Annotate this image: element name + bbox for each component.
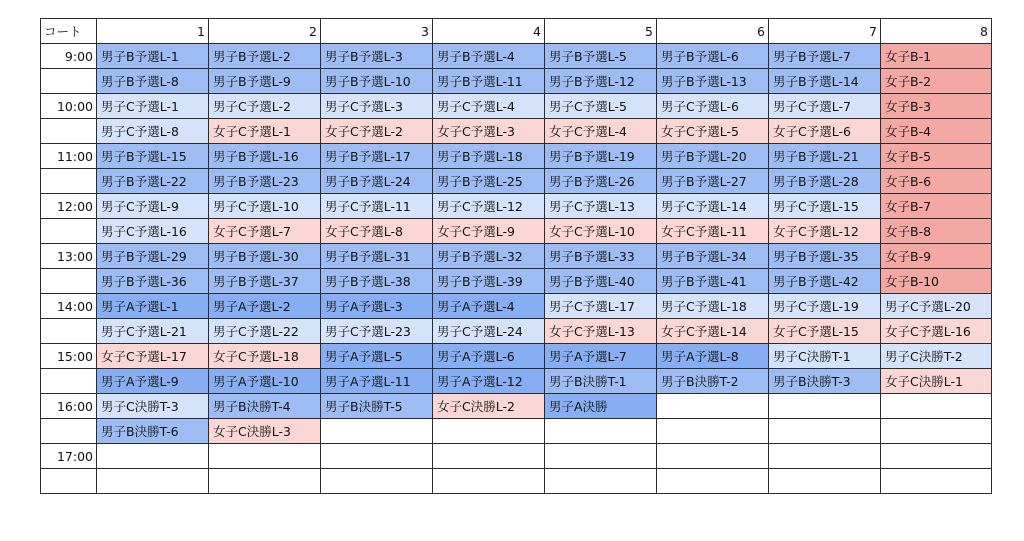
match-cell: 男子A予選L-1	[97, 294, 209, 319]
match-cell: 男子A予選L-9	[97, 369, 209, 394]
time-slot-label	[41, 169, 97, 194]
empty-cell	[769, 394, 881, 419]
match-cell: 女子C予選L-7	[209, 219, 321, 244]
schedule-row	[41, 444, 992, 469]
match-cell: 女子C予選L-4	[545, 119, 657, 144]
court-number: 3	[321, 19, 433, 44]
empty-cell	[321, 419, 433, 444]
match-cell: 男子B予選L-3	[321, 44, 433, 69]
match-cell: 男子B予選L-28	[769, 169, 881, 194]
schedule-row	[41, 119, 992, 144]
schedule-row	[41, 319, 992, 344]
header-row	[41, 19, 992, 44]
match-cell: 男子C予選L-18	[657, 294, 769, 319]
time-slot-label	[41, 269, 97, 294]
match-cell: 女子C予選L-1	[209, 119, 321, 144]
empty-cell	[433, 419, 545, 444]
schedule-row	[41, 369, 992, 394]
match-cell: 女子C予選L-2	[321, 119, 433, 144]
match-cell: 男子B予選L-10	[321, 69, 433, 94]
match-cell: 女子B-8	[881, 219, 992, 244]
match-cell: 男子B予選L-38	[321, 269, 433, 294]
empty-cell	[209, 469, 321, 494]
match-cell: 男子B予選L-9	[209, 69, 321, 94]
match-cell: 男子B決勝T-2	[657, 369, 769, 394]
schedule-row	[41, 394, 992, 419]
schedule-row	[41, 419, 992, 444]
empty-cell	[433, 444, 545, 469]
empty-cell	[881, 444, 992, 469]
match-cell: 男子A予選L-4	[433, 294, 545, 319]
time-slot-label: 11:00	[41, 144, 97, 169]
court-number: 7	[769, 19, 881, 44]
match-cell: 男子A予選L-6	[433, 344, 545, 369]
empty-cell	[657, 394, 769, 419]
time-slot-label	[41, 319, 97, 344]
match-cell: 女子C予選L-3	[433, 119, 545, 144]
match-cell: 男子B予選L-31	[321, 244, 433, 269]
match-cell: 女子C予選L-13	[545, 319, 657, 344]
time-slot-label	[41, 119, 97, 144]
time-slot-label	[41, 69, 97, 94]
match-cell: 男子C予選L-13	[545, 194, 657, 219]
match-cell: 男子B予選L-20	[657, 144, 769, 169]
match-cell: 女子C予選L-18	[209, 344, 321, 369]
time-slot-label: 12:00	[41, 194, 97, 219]
match-cell: 男子B予選L-40	[545, 269, 657, 294]
empty-cell	[209, 444, 321, 469]
match-cell: 男子A予選L-12	[433, 369, 545, 394]
match-cell: 女子C予選L-16	[881, 319, 992, 344]
match-cell: 男子B予選L-26	[545, 169, 657, 194]
match-cell: 男子B予選L-6	[657, 44, 769, 69]
time-slot-label: 17:00	[41, 444, 97, 469]
match-cell: 男子B予選L-23	[209, 169, 321, 194]
empty-cell	[545, 444, 657, 469]
empty-cell	[97, 469, 209, 494]
match-cell: 男子C予選L-1	[97, 94, 209, 119]
match-cell: 男子B決勝T-3	[769, 369, 881, 394]
match-cell: 男子B予選L-17	[321, 144, 433, 169]
match-cell: 女子C予選L-6	[769, 119, 881, 144]
match-cell: 男子A決勝	[545, 394, 657, 419]
court-number: 6	[657, 19, 769, 44]
match-cell: 男子C予選L-11	[321, 194, 433, 219]
schedule-row	[41, 94, 992, 119]
match-cell: 男子B予選L-4	[433, 44, 545, 69]
match-cell: 女子C予選L-9	[433, 219, 545, 244]
schedule-row	[41, 469, 992, 494]
match-cell: 男子B予選L-39	[433, 269, 545, 294]
match-cell: 男子B予選L-24	[321, 169, 433, 194]
match-cell: 男子C予選L-20	[881, 294, 992, 319]
match-cell: 男子C決勝T-3	[97, 394, 209, 419]
match-cell: 女子B-4	[881, 119, 992, 144]
match-cell: 男子B予選L-33	[545, 244, 657, 269]
court-header-label: コート	[41, 19, 97, 44]
schedule-row	[41, 69, 992, 94]
empty-cell	[881, 419, 992, 444]
match-cell: 男子C予選L-4	[433, 94, 545, 119]
match-cell: 男子B決勝T-4	[209, 394, 321, 419]
match-cell: 男子C決勝T-1	[769, 344, 881, 369]
match-cell: 男子C予選L-7	[769, 94, 881, 119]
match-cell: 男子B予選L-15	[97, 144, 209, 169]
match-cell: 男子A予選L-10	[209, 369, 321, 394]
match-cell: 男子C予選L-8	[97, 119, 209, 144]
match-cell: 男子B予選L-18	[433, 144, 545, 169]
match-cell: 男子B予選L-37	[209, 269, 321, 294]
match-cell: 男子B予選L-34	[657, 244, 769, 269]
match-cell: 男子B予選L-16	[209, 144, 321, 169]
time-slot-label: 9:00	[41, 44, 97, 69]
schedule-row	[41, 194, 992, 219]
court-number: 8	[881, 19, 992, 44]
match-cell: 男子A予選L-11	[321, 369, 433, 394]
court-number: 1	[97, 19, 209, 44]
match-cell: 男子A予選L-2	[209, 294, 321, 319]
match-cell: 男子B予選L-29	[97, 244, 209, 269]
time-slot-label	[41, 469, 97, 494]
match-cell: 男子A予選L-8	[657, 344, 769, 369]
match-cell: 女子B-5	[881, 144, 992, 169]
schedule-row	[41, 294, 992, 319]
empty-cell	[769, 444, 881, 469]
match-cell: 男子B予選L-7	[769, 44, 881, 69]
match-cell: 男子B予選L-42	[769, 269, 881, 294]
time-slot-label: 14:00	[41, 294, 97, 319]
empty-cell	[769, 419, 881, 444]
empty-cell	[657, 469, 769, 494]
match-cell: 男子B予選L-21	[769, 144, 881, 169]
match-cell: 男子B予選L-2	[209, 44, 321, 69]
match-cell: 男子B予選L-41	[657, 269, 769, 294]
empty-cell	[881, 394, 992, 419]
match-cell: 男子B予選L-27	[657, 169, 769, 194]
match-cell: 男子B予選L-36	[97, 269, 209, 294]
schedule-row	[41, 344, 992, 369]
match-cell: 男子B予選L-12	[545, 69, 657, 94]
match-cell: 女子C決勝L-1	[881, 369, 992, 394]
match-cell: 男子B決勝T-6	[97, 419, 209, 444]
match-cell: 女子C予選L-10	[545, 219, 657, 244]
match-cell: 男子B予選L-5	[545, 44, 657, 69]
empty-cell	[881, 469, 992, 494]
schedule-row	[41, 269, 992, 294]
match-cell: 男子B予選L-11	[433, 69, 545, 94]
match-cell: 男子B予選L-32	[433, 244, 545, 269]
match-cell: 女子B-9	[881, 244, 992, 269]
court-number: 5	[545, 19, 657, 44]
match-cell: 女子C予選L-12	[769, 219, 881, 244]
match-cell: 男子C予選L-2	[209, 94, 321, 119]
schedule-table	[40, 18, 992, 494]
match-cell: 男子C予選L-17	[545, 294, 657, 319]
match-cell: 男子B予選L-22	[97, 169, 209, 194]
match-cell: 男子B予選L-19	[545, 144, 657, 169]
court-number: 4	[433, 19, 545, 44]
match-cell: 男子C予選L-19	[769, 294, 881, 319]
court-number: 2	[209, 19, 321, 44]
match-cell: 男子B予選L-14	[769, 69, 881, 94]
match-cell: 男子B予選L-25	[433, 169, 545, 194]
match-cell: 男子C決勝T-2	[881, 344, 992, 369]
time-slot-label: 13:00	[41, 244, 97, 269]
time-slot-label: 16:00	[41, 394, 97, 419]
match-cell: 女子C予選L-15	[769, 319, 881, 344]
match-cell: 男子A予選L-7	[545, 344, 657, 369]
match-cell: 女子B-1	[881, 44, 992, 69]
match-cell: 男子B予選L-30	[209, 244, 321, 269]
time-slot-label: 15:00	[41, 344, 97, 369]
match-cell: 男子C予選L-10	[209, 194, 321, 219]
match-cell: 男子C予選L-15	[769, 194, 881, 219]
match-cell: 女子C決勝L-3	[209, 419, 321, 444]
match-cell: 男子B予選L-13	[657, 69, 769, 94]
match-cell: 男子C予選L-23	[321, 319, 433, 344]
empty-cell	[321, 444, 433, 469]
match-cell: 男子A予選L-5	[321, 344, 433, 369]
match-cell: 男子C予選L-24	[433, 319, 545, 344]
match-cell: 男子C予選L-14	[657, 194, 769, 219]
match-cell: 男子C予選L-5	[545, 94, 657, 119]
schedule-row	[41, 169, 992, 194]
match-cell: 女子C予選L-8	[321, 219, 433, 244]
schedule-row	[41, 219, 992, 244]
empty-cell	[769, 469, 881, 494]
time-slot-label	[41, 369, 97, 394]
empty-cell	[97, 444, 209, 469]
match-cell: 女子B-10	[881, 269, 992, 294]
match-cell: 男子C予選L-3	[321, 94, 433, 119]
match-cell: 女子C決勝L-2	[433, 394, 545, 419]
match-cell: 男子B決勝T-1	[545, 369, 657, 394]
schedule-body	[41, 19, 992, 494]
empty-cell	[657, 419, 769, 444]
match-cell: 女子C予選L-5	[657, 119, 769, 144]
match-cell: 女子B-6	[881, 169, 992, 194]
match-cell: 男子B予選L-8	[97, 69, 209, 94]
match-cell: 女子B-2	[881, 69, 992, 94]
match-cell: 女子C予選L-17	[97, 344, 209, 369]
schedule-row	[41, 44, 992, 69]
match-cell: 男子C予選L-22	[209, 319, 321, 344]
match-cell: 男子A予選L-3	[321, 294, 433, 319]
match-cell: 男子B予選L-35	[769, 244, 881, 269]
match-cell: 女子B-3	[881, 94, 992, 119]
empty-cell	[433, 469, 545, 494]
time-slot-label: 10:00	[41, 94, 97, 119]
match-cell: 男子B決勝T-5	[321, 394, 433, 419]
empty-cell	[545, 469, 657, 494]
match-cell: 女子B-7	[881, 194, 992, 219]
match-cell: 男子B予選L-1	[97, 44, 209, 69]
match-cell: 女子C予選L-14	[657, 319, 769, 344]
time-slot-label	[41, 419, 97, 444]
match-cell: 男子C予選L-21	[97, 319, 209, 344]
match-cell: 男子C予選L-6	[657, 94, 769, 119]
match-cell: 女子C予選L-11	[657, 219, 769, 244]
empty-cell	[545, 419, 657, 444]
empty-cell	[321, 469, 433, 494]
match-cell: 男子C予選L-12	[433, 194, 545, 219]
schedule-row	[41, 244, 992, 269]
match-cell: 男子C予選L-16	[97, 219, 209, 244]
schedule-row	[41, 144, 992, 169]
match-cell: 男子C予選L-9	[97, 194, 209, 219]
time-slot-label	[41, 219, 97, 244]
empty-cell	[657, 444, 769, 469]
